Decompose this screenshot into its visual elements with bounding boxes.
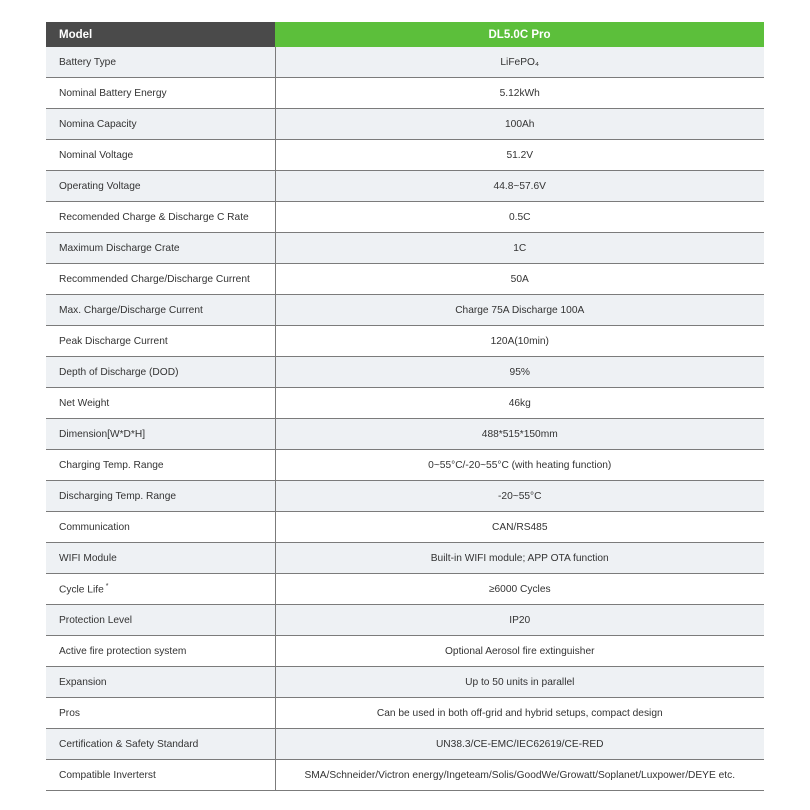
table-row xyxy=(46,295,764,326)
table-row xyxy=(46,450,764,481)
spec-value: 100Ah xyxy=(275,109,764,140)
spec-value: 95% xyxy=(275,357,764,388)
spec-label: Nominal Battery Energy xyxy=(46,78,275,109)
table-row xyxy=(46,636,764,667)
spec-value: ≥6000 Cycles xyxy=(275,574,764,605)
table-row xyxy=(46,419,764,450)
spec-value: UN38.3/CE-EMC/IEC62619/CE-RED xyxy=(275,729,764,760)
table-row xyxy=(46,667,764,698)
table-row xyxy=(46,233,764,264)
spec-label: Net Weight xyxy=(46,388,275,419)
spec-label: Dimension[W*D*H] xyxy=(46,419,275,450)
spec-label: Pros xyxy=(46,698,275,729)
table-row xyxy=(46,202,764,233)
table-row xyxy=(46,357,764,388)
spec-label: Nomina Capacity xyxy=(46,109,275,140)
spec-value: Up to 50 units in parallel xyxy=(275,667,764,698)
spec-label: Recomended Charge & Discharge C Rate xyxy=(46,202,275,233)
spec-label: Discharging Temp. Range xyxy=(46,481,275,512)
spec-value: -20~55°C xyxy=(275,481,764,512)
spec-label: Maximum Discharge Crate xyxy=(46,233,275,264)
table-row xyxy=(46,78,764,109)
header-row xyxy=(46,22,764,47)
table-row xyxy=(46,109,764,140)
spec-label: Certification & Safety Standard xyxy=(46,729,275,760)
table-row xyxy=(46,698,764,729)
spec-value: 0.5C xyxy=(275,202,764,233)
spec-label: Peak Discharge Current xyxy=(46,326,275,357)
spec-value: 50A xyxy=(275,264,764,295)
spec-value: CAN/RS485 xyxy=(275,512,764,543)
table-row xyxy=(46,47,764,78)
table-row xyxy=(46,481,764,512)
spec-value: 5.12kWh xyxy=(275,78,764,109)
spec-value: 51.2V xyxy=(275,140,764,171)
spec-label: Nominal Voltage xyxy=(46,140,275,171)
spec-value: 488*515*150mm xyxy=(275,419,764,450)
spec-value: IP20 xyxy=(275,605,764,636)
spec-label: Communication xyxy=(46,512,275,543)
spec-label: Recommended Charge/Discharge Current xyxy=(46,264,275,295)
header-model-value: DL5.0C Pro xyxy=(275,22,764,47)
spec-value: 0~55°C/-20~55°C (with heating function) xyxy=(275,450,764,481)
table-row xyxy=(46,388,764,419)
spec-value: 120A(10min) xyxy=(275,326,764,357)
spec-value: SMA/Schneider/Victron energy/Ingeteam/Solis/GoodWe/Growatt/Soplanet/Luxpower/DEYE etc. xyxy=(275,760,764,791)
table-row xyxy=(46,140,764,171)
spec-label-text: Cycle Life xyxy=(59,584,104,596)
spec-value: Charge 75A Discharge 100A xyxy=(275,295,764,326)
table-row xyxy=(46,760,764,791)
spec-label: Depth of Discharge (DOD) xyxy=(46,357,275,388)
spec-table xyxy=(46,22,764,791)
spec-label: Compatible Inverterst xyxy=(46,760,275,791)
spec-label-cycle-life xyxy=(46,574,275,605)
spec-value: Built-in WIFI module; APP OTA function xyxy=(275,543,764,574)
footnote-marker: * xyxy=(105,582,109,590)
spec-label: Protection Level xyxy=(46,605,275,636)
spec-value: Optional Aerosol fire extinguisher xyxy=(275,636,764,667)
table-row xyxy=(46,171,764,202)
table-row xyxy=(46,326,764,357)
spec-value: 1C xyxy=(275,233,764,264)
spec-label: Charging Temp. Range xyxy=(46,450,275,481)
spec-label: Active fire protection system xyxy=(46,636,275,667)
spec-value: 44.8~57.6V xyxy=(275,171,764,202)
spec-value: 46kg xyxy=(275,388,764,419)
table-row xyxy=(46,512,764,543)
table-row xyxy=(46,264,764,295)
spec-value: Can be used in both off-grid and hybrid setups, compact design xyxy=(275,698,764,729)
table-row xyxy=(46,729,764,760)
spec-label: Max. Charge/Discharge Current xyxy=(46,295,275,326)
spec-value: LiFePO₄ xyxy=(275,47,764,78)
header-model-label: Model xyxy=(46,22,275,47)
spec-label: Operating Voltage xyxy=(46,171,275,202)
spec-label: WIFI Module xyxy=(46,543,275,574)
table-row xyxy=(46,574,764,605)
table-row xyxy=(46,543,764,574)
spec-label: Expansion xyxy=(46,667,275,698)
spec-label: Battery Type xyxy=(46,47,275,78)
table-row xyxy=(46,605,764,636)
